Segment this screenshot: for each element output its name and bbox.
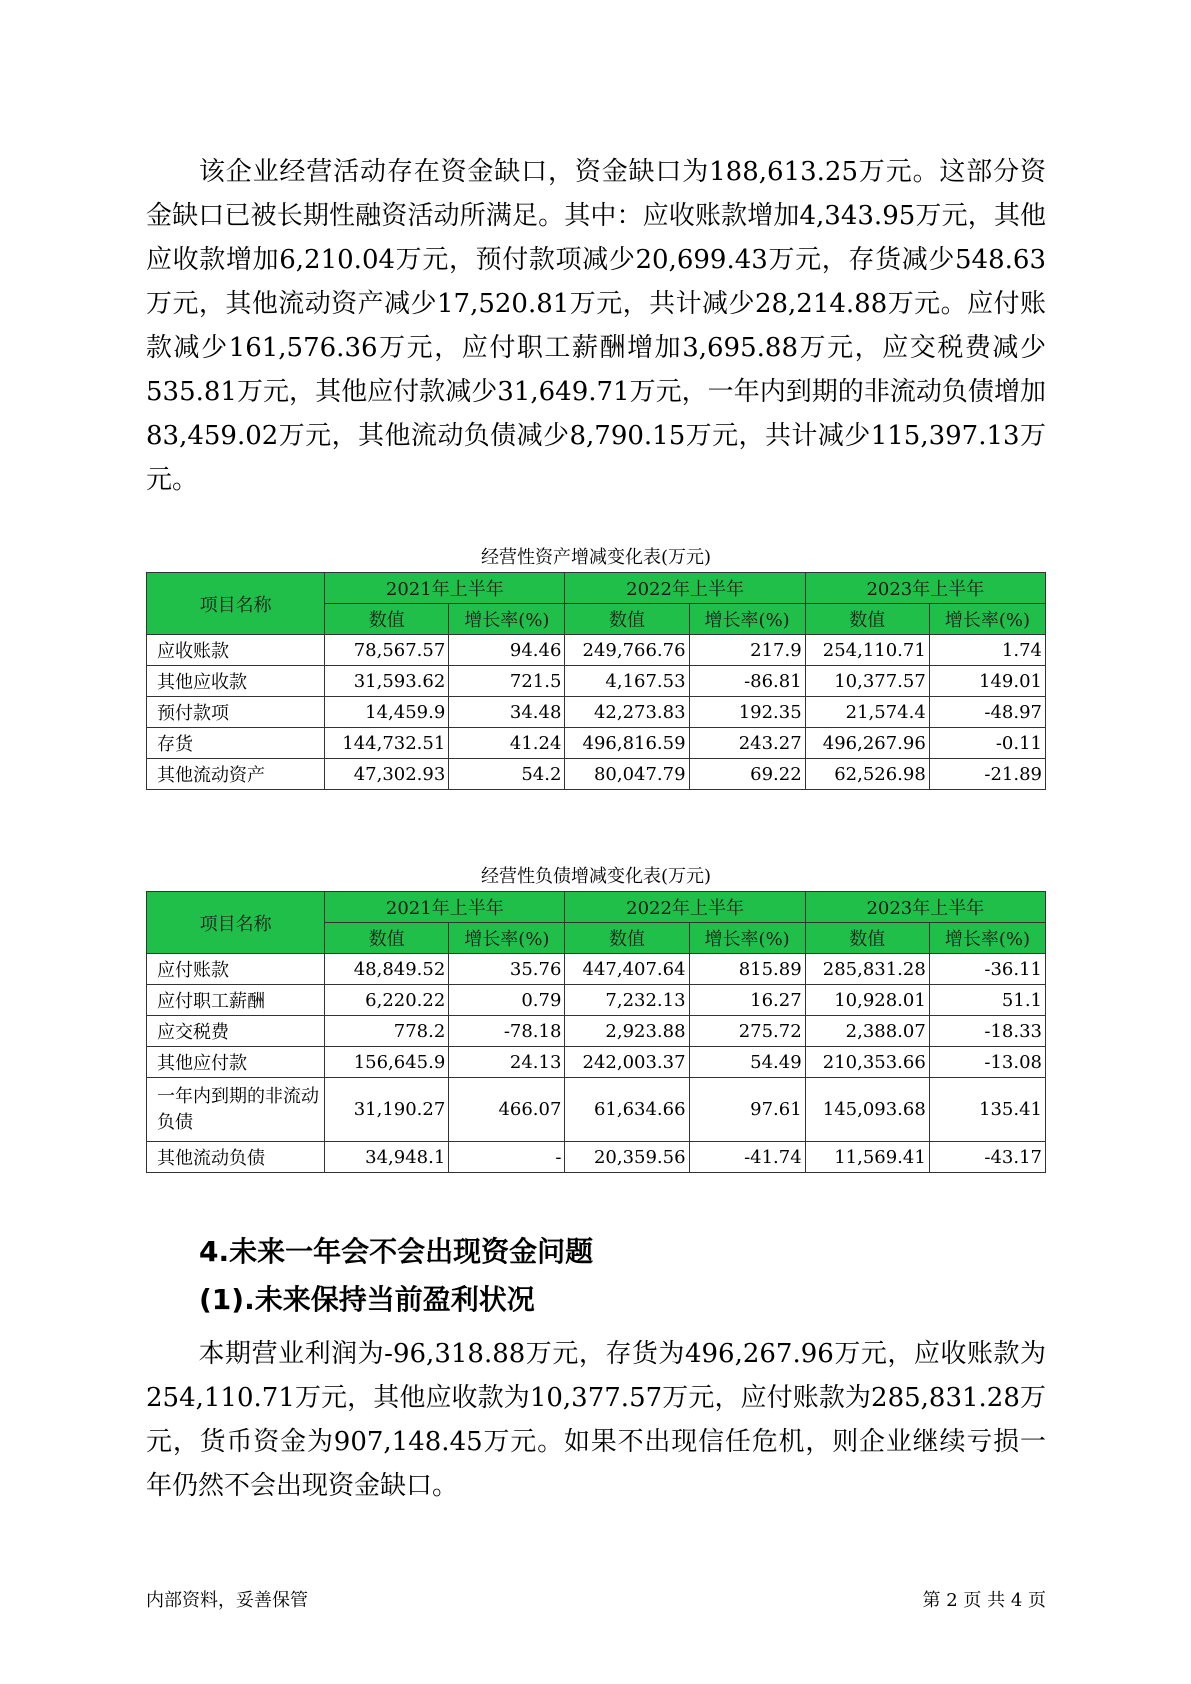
header-growth-rate: 增长率(%) — [449, 604, 565, 635]
growth-rate-cell: 16.27 — [689, 985, 805, 1016]
value-cell: 778.2 — [325, 1016, 449, 1047]
value-cell: 145,093.68 — [805, 1078, 929, 1142]
table-row — [147, 759, 1046, 790]
value-cell: 48,849.52 — [325, 954, 449, 985]
value-cell: 4,167.53 — [565, 666, 689, 697]
table-row — [147, 1016, 1046, 1047]
growth-rate-cell: 54.2 — [449, 759, 565, 790]
growth-rate-cell: -18.33 — [929, 1016, 1045, 1047]
value-cell: 156,645.9 — [325, 1047, 449, 1078]
row-name-cell: 其他应收款 — [147, 666, 325, 697]
table-caption-assets: 经营性资产增减变化表(万元) — [480, 547, 712, 568]
value-cell: 47,302.93 — [325, 759, 449, 790]
growth-rate-cell: 24.13 — [449, 1047, 565, 1078]
paragraph-cash-gap — [146, 150, 1046, 502]
value-cell: 34,948.1 — [325, 1142, 449, 1173]
growth-rate-cell: 97.61 — [689, 1078, 805, 1142]
value-cell: 10,928.01 — [805, 985, 929, 1016]
header-item-name: 项目名称 — [147, 892, 325, 954]
section-heading: 4.未来一年会不会出现资金问题 — [199, 1235, 594, 1268]
growth-rate-cell: -21.89 — [929, 759, 1045, 790]
growth-rate-cell: 275.72 — [689, 1016, 805, 1047]
header-period-2023: 2023年上半年 — [805, 892, 1045, 923]
value-cell: 14,459.9 — [325, 697, 449, 728]
row-name-cell: 预付款项 — [147, 697, 325, 728]
value-cell: 210,353.66 — [805, 1047, 929, 1078]
row-name-cell: 其他流动资产 — [147, 759, 325, 790]
value-cell: 254,110.71 — [805, 635, 929, 666]
value-cell: 62,526.98 — [805, 759, 929, 790]
value-cell: 144,732.51 — [325, 728, 449, 759]
value-cell: 496,816.59 — [565, 728, 689, 759]
table-row — [147, 728, 1046, 759]
value-cell: 285,831.28 — [805, 954, 929, 985]
row-name-cell: 应付职工薪酬 — [147, 985, 325, 1016]
growth-rate-cell: 815.89 — [689, 954, 805, 985]
growth-rate-cell: 217.9 — [689, 635, 805, 666]
value-cell: 21,574.4 — [805, 697, 929, 728]
growth-rate-cell: 192.35 — [689, 697, 805, 728]
growth-rate-cell: -43.17 — [929, 1142, 1045, 1173]
table-row — [147, 697, 1046, 728]
growth-rate-cell: - — [449, 1142, 565, 1173]
value-cell: 242,003.37 — [565, 1047, 689, 1078]
table-row — [147, 1047, 1046, 1078]
growth-rate-cell: 721.5 — [449, 666, 565, 697]
growth-rate-cell: 94.46 — [449, 635, 565, 666]
header-value: 数值 — [805, 604, 929, 635]
value-cell: 7,232.13 — [565, 985, 689, 1016]
header-growth-rate: 增长率(%) — [449, 923, 565, 954]
operating-assets-table — [146, 572, 1046, 790]
value-cell: 10,377.57 — [805, 666, 929, 697]
row-name-cell: 一年内到期的非流动负债 — [147, 1078, 325, 1142]
row-name-cell: 存货 — [147, 728, 325, 759]
value-cell: 2,388.07 — [805, 1016, 929, 1047]
paragraph-outlook — [146, 1332, 1046, 1508]
growth-rate-cell: -36.11 — [929, 954, 1045, 985]
growth-rate-cell: -86.81 — [689, 666, 805, 697]
growth-rate-cell: 466.07 — [449, 1078, 565, 1142]
value-cell: 496,267.96 — [805, 728, 929, 759]
table-row — [147, 1142, 1046, 1173]
paragraph-outlook-text: 本期营业利润为-96,318.88万元，存货为496,267.96万元，应收账款为254,110.71万元，其他应收款为10,377.57万元，应付账款为285,831.28万元，货币资金为907,148.45万元。如果不出现信任危机，则企业继续亏损一年仍然不会出现资金缺口。 — [146, 1339, 1046, 1501]
growth-rate-cell: 54.49 — [689, 1047, 805, 1078]
growth-rate-cell: 149.01 — [929, 666, 1045, 697]
growth-rate-cell: 0.79 — [449, 985, 565, 1016]
header-value: 数值 — [325, 604, 449, 635]
value-cell: 20,359.56 — [565, 1142, 689, 1173]
header-value: 数值 — [565, 604, 689, 635]
header-value: 数值 — [805, 923, 929, 954]
header-growth-rate: 增长率(%) — [689, 923, 805, 954]
header-item-name: 项目名称 — [147, 573, 325, 635]
value-cell: 249,766.76 — [565, 635, 689, 666]
value-cell: 2,923.88 — [565, 1016, 689, 1047]
operating-liabilities-table — [146, 891, 1046, 1173]
footer-page-number: 第 2 页 共 4 页 — [922, 1590, 1046, 1611]
header-value: 数值 — [325, 923, 449, 954]
growth-rate-cell: -0.11 — [929, 728, 1045, 759]
subsection-heading: (1).未来保持当前盈利状况 — [199, 1283, 535, 1316]
value-cell: 11,569.41 — [805, 1142, 929, 1173]
operating-liabilities-rows — [147, 954, 1046, 1173]
paragraph-cash-gap-text: 该企业经营活动存在资金缺口，资金缺口为188,613.25万元。这部分资金缺口已被长期性融资活动所满足。其中：应收账款增加4,343.95万元，其他应收款增加6,210.04万元，预付款项减少20,699.43万元，存货减少548.63万元，其他流动资产减少17,520.81万元，共计减少28,214.88万元。应付账款减少161,576.36万元，应付职工薪酬增加3,695.88万元，应交税费减少535.81万元，其他应付款减少31,649.71万元，一年内到期的非流动负债增加83,459.02万元，其他流动负债减少8,790.15万元，共计减少115,397.13万元。 — [146, 157, 1046, 495]
growth-rate-cell: 34.48 — [449, 697, 565, 728]
growth-rate-cell: -78.18 — [449, 1016, 565, 1047]
footer-confidential-note: 内部资料，妥善保管 — [146, 1590, 308, 1611]
value-cell: 80,047.79 — [565, 759, 689, 790]
growth-rate-cell: -41.74 — [689, 1142, 805, 1173]
growth-rate-cell: 1.74 — [929, 635, 1045, 666]
value-cell: 61,634.66 — [565, 1078, 689, 1142]
value-cell: 31,593.62 — [325, 666, 449, 697]
growth-rate-cell: 135.41 — [929, 1078, 1045, 1142]
header-period-2022: 2022年上半年 — [565, 892, 805, 923]
row-name-cell: 其他应付款 — [147, 1047, 325, 1078]
header-period-2023: 2023年上半年 — [805, 573, 1045, 604]
growth-rate-cell: -13.08 — [929, 1047, 1045, 1078]
value-cell: 31,190.27 — [325, 1078, 449, 1142]
value-cell: 78,567.57 — [325, 635, 449, 666]
table-row — [147, 635, 1046, 666]
row-name-cell: 应收账款 — [147, 635, 325, 666]
growth-rate-cell: 69.22 — [689, 759, 805, 790]
row-name-cell: 应交税费 — [147, 1016, 325, 1047]
header-period-2021: 2021年上半年 — [325, 573, 565, 604]
growth-rate-cell: 35.76 — [449, 954, 565, 985]
table-row — [147, 666, 1046, 697]
value-cell: 6,220.22 — [325, 985, 449, 1016]
growth-rate-cell: -48.97 — [929, 697, 1045, 728]
header-growth-rate: 增长率(%) — [689, 604, 805, 635]
table-caption-liabilities: 经营性负债增减变化表(万元) — [480, 866, 712, 887]
operating-assets-rows — [147, 635, 1046, 790]
table-row — [147, 985, 1046, 1016]
header-period-2022: 2022年上半年 — [565, 573, 805, 604]
row-name-cell: 应付账款 — [147, 954, 325, 985]
value-cell: 42,273.83 — [565, 697, 689, 728]
header-growth-rate: 增长率(%) — [929, 604, 1045, 635]
table-row — [147, 1078, 1046, 1142]
table-row — [147, 954, 1046, 985]
header-growth-rate: 增长率(%) — [929, 923, 1045, 954]
header-value: 数值 — [565, 923, 689, 954]
growth-rate-cell: 41.24 — [449, 728, 565, 759]
growth-rate-cell: 243.27 — [689, 728, 805, 759]
value-cell: 447,407.64 — [565, 954, 689, 985]
row-name-cell: 其他流动负债 — [147, 1142, 325, 1173]
growth-rate-cell: 51.1 — [929, 985, 1045, 1016]
header-period-2021: 2021年上半年 — [325, 892, 565, 923]
